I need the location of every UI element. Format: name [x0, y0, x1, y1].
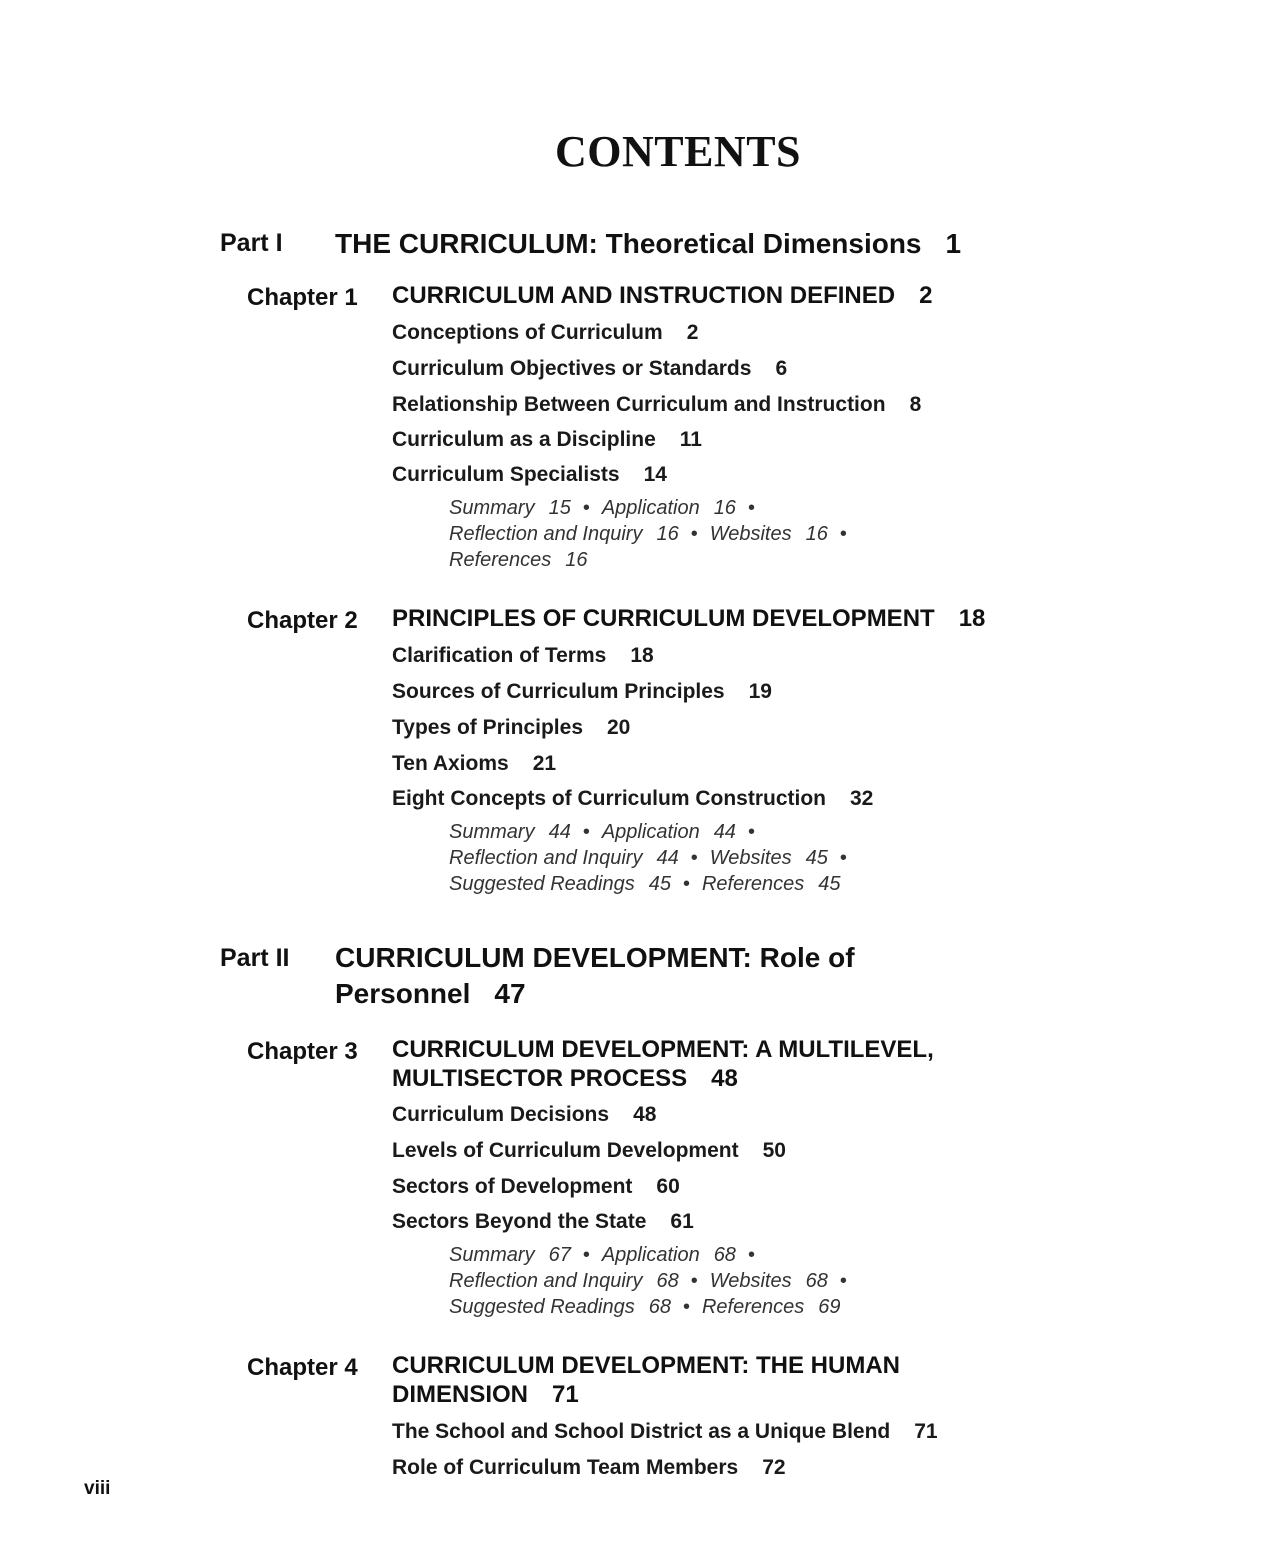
- section-page-number: 18: [630, 644, 654, 667]
- extra-page-number: 44: [656, 847, 679, 869]
- page-title: CONTENTS: [554, 127, 802, 176]
- extra-title: References: [449, 549, 552, 571]
- section-page-number: 32: [850, 787, 874, 810]
- chapter-title: [392, 1035, 934, 1093]
- part-title-line: Personnel: [335, 978, 471, 1009]
- chapter-extras: [449, 495, 859, 573]
- part-title: [335, 226, 961, 262]
- extra-title: Suggested Readings: [449, 873, 635, 895]
- section-entry: [392, 1456, 786, 1480]
- bullet-separator: •: [690, 1270, 698, 1292]
- extra-title: Reflection and Inquiry: [449, 523, 643, 545]
- bullet-separator: •: [747, 497, 755, 519]
- section-title: Sectors Beyond the State: [392, 1210, 647, 1233]
- chapter-extras: [449, 1242, 859, 1320]
- section-entry: [392, 680, 772, 704]
- section-title: Clarification of Terms: [392, 644, 607, 667]
- part-title-line: CURRICULUM DEVELOPMENT: Role of: [335, 942, 855, 973]
- section-entry: [392, 393, 921, 417]
- section-title: Curriculum Objectives or Standards: [392, 357, 752, 380]
- section-entry: [392, 1210, 694, 1234]
- section-page-number: 72: [762, 1456, 786, 1479]
- bullet-separator: •: [582, 821, 590, 843]
- section-page-number: 60: [656, 1175, 680, 1198]
- chapter-extras: [449, 819, 859, 897]
- extra-title: Application: [601, 821, 700, 843]
- chapter-label: Chapter 3: [247, 1038, 358, 1065]
- chapter-title: [392, 1351, 900, 1409]
- section-page-number: 50: [762, 1139, 786, 1162]
- section-title: Curriculum Specialists: [392, 463, 620, 486]
- extra-page-number: 16: [565, 549, 588, 571]
- chapter-label: Chapter 4: [247, 1354, 358, 1381]
- section-page-number: 21: [532, 752, 557, 775]
- bullet-separator: •: [682, 1296, 690, 1318]
- chapter-page-number: 2: [919, 282, 933, 309]
- part-label: Part I: [220, 229, 283, 257]
- section-entry: [392, 428, 702, 452]
- section-entry: [392, 1420, 938, 1444]
- part-page-number: 1: [945, 228, 962, 259]
- part-title: [335, 940, 855, 1012]
- bullet-separator: •: [839, 523, 847, 545]
- page-number-footer: viii: [84, 1478, 111, 1499]
- chapter-page-number: 48: [711, 1065, 738, 1092]
- extra-page-number: 68: [805, 1270, 828, 1292]
- section-title: Eight Concepts of Curriculum Construction: [392, 787, 826, 810]
- chapter-title: [392, 281, 932, 310]
- section-entry: [392, 321, 698, 345]
- chapter-title-line: CURRICULUM DEVELOPMENT: A MULTILEVEL,: [392, 1036, 934, 1063]
- chapter-page-number: 71: [552, 1381, 579, 1408]
- section-page-number: 11: [679, 428, 702, 451]
- section-title: Conceptions of Curriculum: [392, 321, 663, 344]
- section-page-number: 19: [748, 680, 772, 703]
- bullet-separator: •: [682, 873, 690, 895]
- chapter-title-line: DIMENSION: [392, 1381, 529, 1408]
- bullet-separator: •: [747, 1244, 755, 1266]
- section-title: Ten Axioms: [392, 752, 509, 775]
- extra-page-number: 16: [713, 497, 736, 519]
- section-entry: [392, 644, 654, 668]
- section-title: Curriculum as a Discipline: [392, 428, 656, 451]
- section-entry: [392, 752, 556, 776]
- bullet-separator: •: [582, 497, 590, 519]
- section-page-number: 6: [775, 357, 788, 380]
- extra-page-number: 16: [805, 523, 828, 545]
- extra-page-number: 69: [818, 1296, 841, 1318]
- extra-page-number: 44: [548, 821, 571, 843]
- section-entry: [392, 1139, 786, 1163]
- section-page-number: 20: [607, 716, 631, 739]
- chapter-label: Chapter 1: [247, 284, 358, 311]
- chapter-label: Chapter 2: [247, 607, 358, 634]
- extra-title: References: [701, 1296, 805, 1318]
- bullet-separator: •: [839, 847, 847, 869]
- section-page-number: 8: [909, 393, 922, 416]
- chapter-title-line: CURRICULUM DEVELOPMENT: THE HUMAN: [392, 1352, 900, 1379]
- extra-page-number: 68: [656, 1270, 679, 1292]
- extra-title: Summary: [449, 497, 535, 519]
- extra-title: Reflection and Inquiry: [449, 1270, 643, 1292]
- chapter-title: [392, 604, 985, 633]
- extra-title: Application: [601, 1244, 700, 1266]
- extra-title: Summary: [449, 821, 535, 843]
- section-entry: [392, 716, 630, 740]
- extra-page-number: 44: [713, 821, 736, 843]
- bullet-separator: •: [690, 523, 698, 545]
- section-entry: [392, 463, 667, 487]
- chapter-page-number: 18: [958, 605, 986, 632]
- section-entry: [392, 1175, 680, 1199]
- section-entry: [392, 1103, 656, 1127]
- extra-page-number: 45: [818, 873, 841, 895]
- extra-title: Application: [601, 497, 700, 519]
- chapter-title-line: MULTISECTOR PROCESS: [392, 1065, 688, 1092]
- part-title-text: THE CURRICULUM: Theoretical Dimensions: [335, 228, 922, 259]
- bullet-separator: •: [690, 847, 698, 869]
- section-title: The School and School District as a Unique Blend: [392, 1420, 891, 1443]
- extra-title: Summary: [449, 1244, 535, 1266]
- extra-page-number: 45: [805, 847, 828, 869]
- extra-title: Websites: [709, 523, 792, 545]
- section-entry: [392, 787, 873, 811]
- section-title: Sources of Curriculum Principles: [392, 680, 725, 703]
- extra-title: Reflection and Inquiry: [449, 847, 643, 869]
- part-label: Part II: [220, 944, 290, 972]
- section-entry: [392, 357, 787, 381]
- chapter-title-text: CURRICULUM AND INSTRUCTION DEFINED: [392, 282, 896, 309]
- part-page-number: 47: [494, 978, 526, 1009]
- bullet-separator: •: [839, 1270, 847, 1292]
- chapter-title-text: PRINCIPLES OF CURRICULUM DEVELOPMENT: [392, 605, 935, 632]
- extra-title: Suggested Readings: [449, 1296, 635, 1318]
- section-page-number: 48: [633, 1103, 657, 1126]
- section-page-number: 71: [914, 1420, 938, 1443]
- extra-page-number: 45: [648, 873, 671, 895]
- section-page-number: 14: [643, 463, 667, 486]
- bullet-separator: •: [582, 1244, 590, 1266]
- section-title: Role of Curriculum Team Members: [392, 1456, 739, 1479]
- extra-title: Websites: [709, 1270, 792, 1292]
- extra-page-number: 16: [656, 523, 679, 545]
- extra-page-number: 68: [648, 1296, 671, 1318]
- extra-title: Websites: [709, 847, 792, 869]
- extra-page-number: 15: [548, 497, 571, 519]
- section-title: Relationship Between Curriculum and Instruction: [392, 393, 886, 416]
- bullet-separator: •: [747, 821, 755, 843]
- section-title: Curriculum Decisions: [392, 1103, 610, 1126]
- section-page-number: 61: [670, 1210, 694, 1233]
- section-title: Sectors of Development: [392, 1175, 633, 1198]
- section-page-number: 2: [686, 321, 699, 344]
- extra-page-number: 67: [548, 1244, 571, 1266]
- extra-page-number: 68: [713, 1244, 736, 1266]
- extra-title: References: [701, 873, 805, 895]
- section-title: Levels of Curriculum Development: [392, 1139, 739, 1162]
- section-title: Types of Principles: [392, 716, 583, 739]
